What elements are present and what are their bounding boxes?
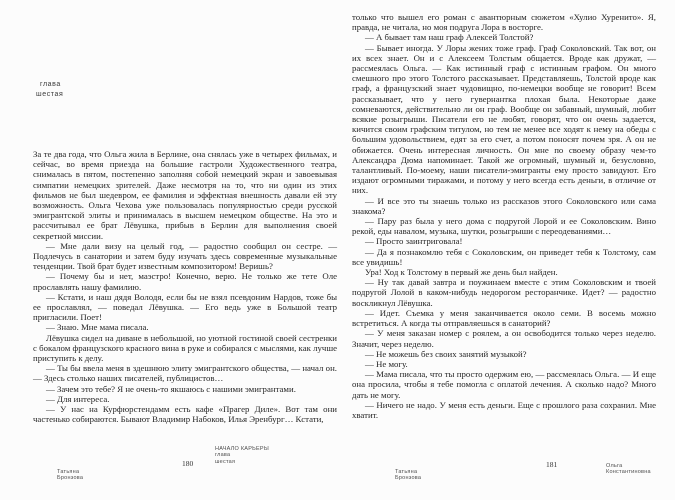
author-name-line1: Татьяна [395,469,418,475]
paragraph: — Ничего не надо. У меня есть деньги. Еще с прошлого раза сохранил. Мне хватит. [352,399,656,420]
chapter-heading-line1: глава [40,81,61,88]
book-title-line2: Константиновна [606,469,651,476]
paragraph: — У нас на Курфюрстендамм есть кафе «Прагер Диле». Вот там они частенько собираются. Бывают Владимир Набоков, Илья Эренбург… Кстати, [33,404,337,425]
paragraph: — И все это ты знаешь только из рассказов этого Соколовского или сама знакома? [352,195,656,216]
running-chapter-line1: глава [215,452,231,459]
paragraph: — У меня заказан номер с роялем, а он освободится только через неделю. Значит, через неделю. [352,328,656,349]
book-title-line1: Ольга [606,463,623,469]
running-header-left [215,446,269,465]
running-part-title: НАЧАЛО КАРЬЕРЫ [215,446,269,452]
running-chapter-line2: шестая [215,458,236,465]
author-name-line1: Татьяна [57,469,80,475]
author-name-line2: Бронзова [395,475,422,482]
paragraph: — Кстати, и наш дядя Володя, если бы не взял псевдоним Нардов, тоже бы ее прославлял, — поведал Лёвушка. — Его ведь уже в Большой театр пригласили. Поет! [33,291,337,323]
right-page-body [352,12,656,420]
paragraph: — А бывает там наш граф Алексей Толстой? [365,32,534,43]
page-number-right: 181 [546,460,558,469]
paragraph: Лёвушка сидел на диване в небольшой, но уютной гостиной своей сестренки с бокалом французского красного вина в руке и собирался с мыслями, как лучше приступить к делу. [33,332,337,364]
paragraph: — Не могу. [365,358,408,369]
paragraph: — Для интереса. [46,393,110,404]
author-footer-left [57,469,83,482]
author-footer-right [395,469,421,482]
paragraph: — Мама писала, что ты просто одержим ею, — рассмеялась Ольга. — И еще она просила, чтобы я тебе помогла с оплатой лечения. А сколько надо? Много дать не могу. [352,369,656,400]
paragraph: — Бывает иногда. У Лоры жених тоже граф. Граф Соколовский. Так вот, он их всех знает. Он и с Алексеем Толстым общается. Вроде как дружат, — рассмеялась Ольга. — Как истинный граф с истинным графом. Он много смешного про этого Толстого рассказывает. Представляешь, Толстой вроде как граф, а французский знает чудовищно, по-немецки вообще не говорит! Всем рассказывает, что у него гувернантка плохая была. Некоторые даже сомневаются, действительно ли он граф. Вообще он забавный, шумный, любит всякие розыгрыши. Писатели его не любят, говорят, что он очень задается, кичится своим графским титулом, но тем не менее все ходят к нему на обеды с большим удовольствием, едят за его счет, а потом поносят почем зря. А он не обижается. Очень интересная личность. Он мне по своему образу чем-то Александра Дюма напоминает. Такой же огромный, шумный и, безусловно, талантливый. По-моему, наши писатели-эмигранты ему просто завидуют. Его издают огромными тиражами, и потому у него всегда есть деньги, в отличие от них. [352,42,656,196]
paragraph: — Почему бы и нет, маэстро! Конечно, верю. Не только же тете Оле прославлять нашу фамилию. [33,271,337,292]
book-title-footer [606,463,651,476]
paragraph: — Идет. Съемка у меня заканчивается около семи. В восемь можно встретиться. А когда ты отправляешься в санаторий? [352,307,656,329]
page-number-left: 180 [182,459,194,468]
paragraph: — Не можешь без своих занятий музыкой? [365,348,527,359]
author-name-line2: Бронзова [57,475,84,482]
paragraph: — Просто заинтриговала! [365,236,463,247]
paragraph: — Мне дали визу на целый год, — радостно сообщил он сестре. — Подлечусь в санатории и затем буду изучать здесь современные музыкальные тенденции. Твой брат будет известным композитором! Веришь? [33,240,337,272]
paragraph: Ура! Ход к Толстому в первый же день был найден. [365,267,558,278]
paragraph: За те два года, что Ольга жила в Берлине, она снялась уже в четырех фильмах, и сейчас, во время приезда на большие гастроли Художественного театра, снималась в пятом, постепенно заполняя собой немецкий экран и завоевывая симпатии немецких зрителей. Даже несмотря на то, что ни один из этих фильмов не был шедевром, ее фамилия и эффектная внешность давали ей эту возможность. Ольга Чехова уже пользовалась популярностью среди русской эмигрантской элиты и принималась в высшем немецком обществе. На это и рассчитывал ее брат Лёвушка, прибыв в Берлин для выполнения своей секретной миссии. [33,149,337,241]
paragraph: — Да я познакомлю тебя с Соколовским, он приведет тебя к Толстому, сам все увидишь! [352,246,656,267]
paragraph: — Ну так давай завтра и поужинаем вместе с этим Соколовским и твоей подругой Лолой в каком-нибудь недорогом ресторанчике. Идет? — радостно воскликнул Лёвушка. [352,277,656,308]
chapter-heading [36,80,63,99]
paragraph: — Ты бы ввела меня в здешнюю элиту эмигрантского общества, — начал он. — Здесь столько наших писателей, публицистов… [33,363,337,384]
paragraph: — Пару раз была у него дома с подругой Лорой и ее Соколовским. Вино рекой, еды навалом, музыка, шутки, розыгрыши с переодеваниями… [352,216,656,237]
chapter-heading-line2: шестая [36,90,64,98]
paragraph: только что вышел его роман с авантюрным сюжетом «Хулио Хуренито». Я, правда, не читала, но моя подруга Лора в восторге. [352,12,656,33]
paragraph: — Зачем это тебе? Я не очень-то якшаюсь с нашими эмигрантами. [46,383,296,394]
paragraph: — Знаю. Мне мама писала. [46,322,149,333]
left-page-body [33,149,337,424]
